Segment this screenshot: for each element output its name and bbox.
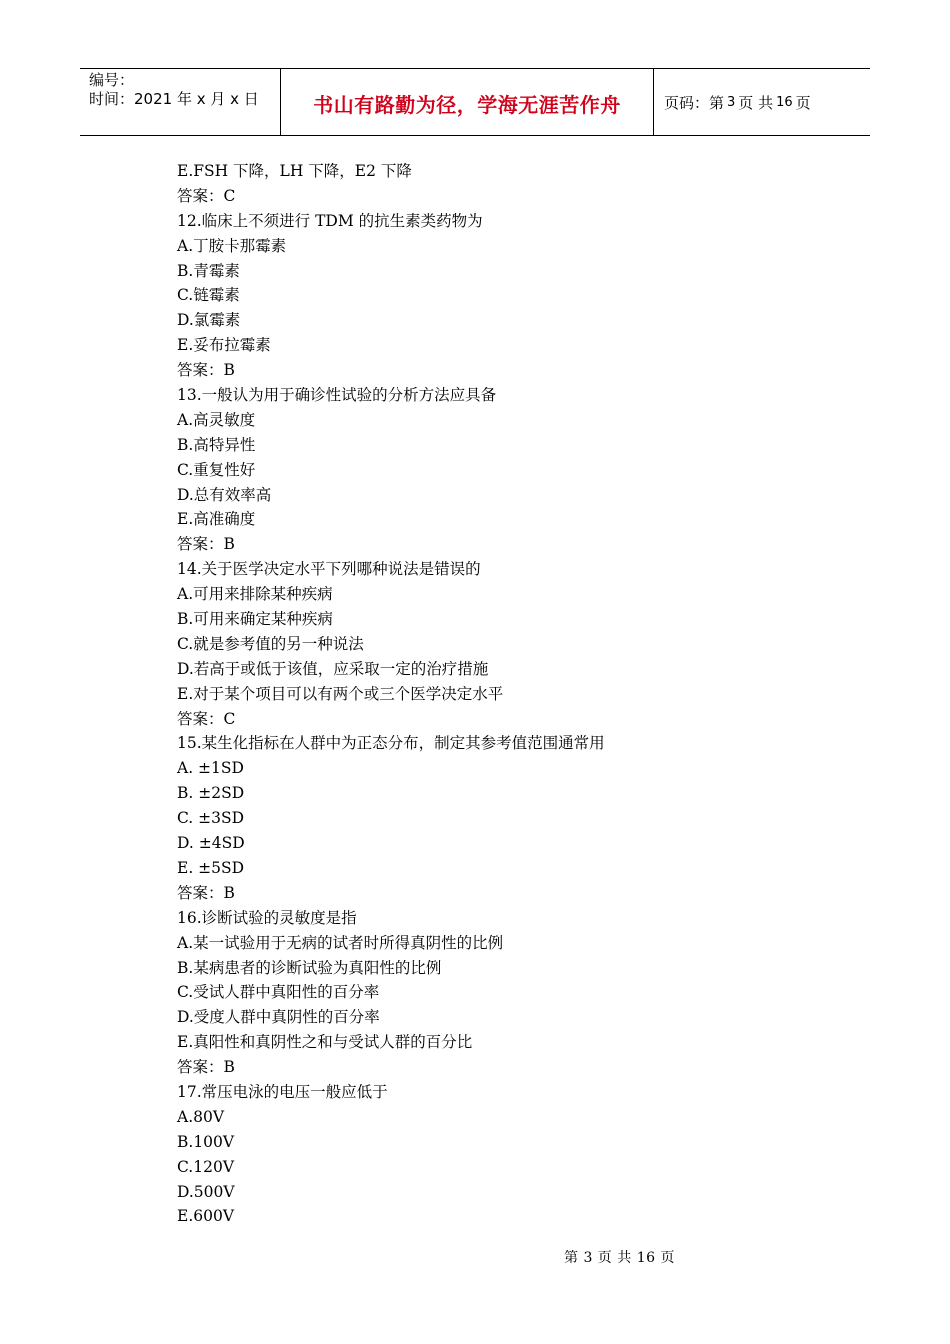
text-line: 答案：B [177, 361, 235, 380]
text-line: E.妥布拉霉素 [177, 336, 271, 355]
text-line: 13.一般认为用于确诊性试验的分析方法应具备 [177, 386, 497, 405]
text-line: B.高特异性 [177, 435, 256, 454]
text-line: A.80V [177, 1107, 225, 1126]
text-line: B.100V [177, 1132, 235, 1151]
text-line: B.某病患者的诊断试验为真阳性的比例 [177, 958, 442, 977]
page-footer: 第 3 页 共 16 页 [564, 1250, 675, 1266]
text-line: A.高灵敏度 [177, 410, 256, 429]
page-suffix: 页 [795, 93, 811, 112]
header-page-info [654, 69, 870, 135]
text-line: C.链霉素 [177, 286, 240, 305]
text-line: D.受度人群中真阴性的百分率 [177, 1008, 380, 1027]
text-line: A.丁胺卡那霉素 [177, 236, 287, 255]
text-line: C.就是参考值的另一种说法 [177, 634, 364, 653]
text-line: 15.某生化指标在人群中为正态分布，制定其参考值范围通常用 [177, 734, 605, 753]
text-line: 答案：C [177, 709, 236, 728]
text-line: D.500V [177, 1182, 235, 1201]
text-line: D. ±4SD [177, 834, 245, 853]
text-line: C. ±3SD [177, 809, 245, 828]
text-line: B.可用来确定某种疾病 [177, 610, 333, 629]
text-line: 14.关于医学决定水平下列哪种说法是错误的 [177, 560, 481, 579]
text-line: C.重复性好 [177, 460, 256, 479]
text-line: E.FSH 下降，LH 下降，E2 下降 [177, 162, 412, 180]
text-line: 答案：B [177, 883, 235, 902]
header-motto: 书山有路勤为径，学海无涯苦作舟 [313, 92, 621, 117]
text-line: 答案：C [177, 186, 236, 205]
text-line: 17.常压电泳的电压一般应低于 [177, 1082, 388, 1101]
text-line: E. ±5SD [177, 858, 245, 877]
text-line: B.青霉素 [177, 261, 240, 280]
page-header [80, 68, 870, 136]
document-date: 时间：2021 年 x 月 x 日 [89, 90, 259, 108]
text-line: A.可用来排除某种疾病 [177, 585, 333, 604]
header-motto-cell [281, 69, 654, 135]
text-line: A. ±1SD [177, 759, 244, 778]
page-prefix: 页码：第 [664, 93, 725, 112]
text-line: E.真阳性和真阴性之和与受试人群的百分比 [177, 1033, 473, 1052]
text-line: 答案：B [177, 535, 235, 554]
page-mid: 页 共 [738, 93, 774, 112]
text-line: D.氯霉素 [177, 311, 241, 330]
text-line: D.若高于或低于该值，应采取一定的治疗措施 [177, 659, 489, 678]
document-number-label: 编号： [89, 71, 135, 89]
text-line: E.600V [177, 1207, 235, 1226]
text-line: D.总有效率高 [177, 485, 272, 504]
page-total: 16 [776, 94, 793, 110]
text-line: A.某一试验用于无病的试者时所得真阴性的比例 [177, 933, 504, 952]
text-line: 答案：B [177, 1058, 235, 1077]
page-current: 3 [727, 94, 736, 110]
text-line: C.120V [177, 1157, 235, 1176]
text-line: B. ±2SD [177, 784, 245, 803]
text-line: E.高准确度 [177, 510, 256, 529]
text-line: E.对于某个项目可以有两个或三个医学决定水平 [177, 684, 504, 703]
document-body [177, 159, 827, 1229]
text-line: C.受试人群中真阳性的百分率 [177, 983, 380, 1002]
text-line: 12.临床上不须进行 TDM 的抗生素类药物为 [177, 211, 483, 230]
text-line: 16.诊断试验的灵敏度是指 [177, 908, 357, 927]
header-meta [80, 69, 281, 135]
